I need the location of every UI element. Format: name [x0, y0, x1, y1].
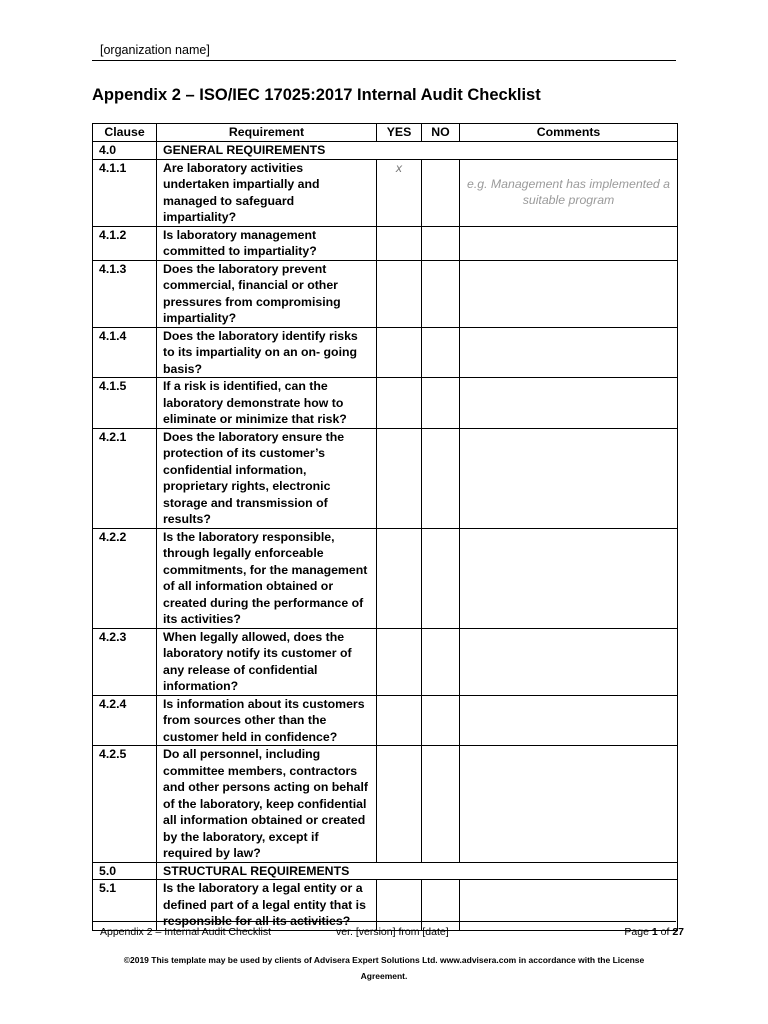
no-cell[interactable] — [422, 327, 460, 378]
column-header-requirement: Requirement — [157, 124, 377, 142]
table-row — [93, 260, 678, 327]
organization-name: [organization name] — [100, 43, 210, 57]
no-cell[interactable] — [422, 226, 460, 260]
column-header-comments: Comments — [460, 124, 678, 142]
clause-number: 4.2.3 — [93, 628, 157, 695]
comment-cell[interactable] — [460, 746, 678, 863]
yes-cell[interactable] — [377, 428, 422, 528]
yes-cell[interactable] — [377, 260, 422, 327]
requirement-text: Is the laboratory responsible, through legally enforceable commitments, for the management of all information obtained or created during the performance of its activities? — [157, 528, 377, 628]
clause-number: 4.2.5 — [93, 746, 157, 863]
table-header-row — [93, 124, 678, 142]
no-cell[interactable] — [422, 528, 460, 628]
page-of: of — [657, 926, 673, 938]
requirement-text: If a risk is identified, can the laboratory demonstrate how to eliminate or minimize that risk? — [157, 378, 377, 429]
clause-number: 4.1.3 — [93, 260, 157, 327]
comment-cell[interactable] — [460, 695, 678, 746]
section-row — [93, 862, 678, 880]
requirement-text: Does the laboratory identify risks to its impartiality on an on- going basis? — [157, 327, 377, 378]
license-notice: ©2019 This template may be used by clients of Advisera Expert Solutions Ltd. www.advisera.com in accordance with the License Agreement. — [123, 955, 645, 981]
requirement-text: Does the laboratory prevent commercial, financial or other pressures from compromising impartiality? — [157, 260, 377, 327]
table-row — [93, 159, 678, 226]
comment-cell[interactable] — [460, 327, 678, 378]
clause-number: 4.1.2 — [93, 226, 157, 260]
table-row — [93, 880, 678, 931]
section-title: STRUCTURAL REQUIREMENTS — [157, 862, 678, 880]
requirement-text: Are laboratory activities undertaken impartially and managed to safeguard impartiality? — [157, 159, 377, 226]
requirement-text: Is laboratory management committed to impartiality? — [157, 226, 377, 260]
requirement-text: Is the laboratory a legal entity or a defined part of a legal entity that is responsible for all its activities? — [157, 880, 377, 931]
yes-cell[interactable] — [377, 880, 422, 931]
header-divider — [92, 60, 676, 61]
clause-number: 4.1.5 — [93, 378, 157, 429]
yes-cell[interactable] — [377, 378, 422, 429]
table-row — [93, 327, 678, 378]
footer-version: ver. [version] from [date] — [336, 926, 449, 938]
yes-cell[interactable] — [377, 695, 422, 746]
comment-cell[interactable] — [460, 378, 678, 429]
clause-number: 4.1.4 — [93, 327, 157, 378]
document-title: Appendix 2 – ISO/IEC 17025:2017 Internal Audit Checklist — [92, 86, 541, 104]
comment-cell[interactable] — [460, 880, 678, 931]
no-cell[interactable] — [422, 260, 460, 327]
clause-number: 5.1 — [93, 880, 157, 931]
requirement-text: Does the laboratory ensure the protection of its customer’s confidential information, proprietary rights, electronic storage and transmission of results? — [157, 428, 377, 528]
column-header-clause: Clause — [93, 124, 157, 142]
no-cell[interactable] — [422, 428, 460, 528]
requirement-text: Do all personnel, including committee members, contractors and other persons acting on behalf of the laboratory, keep confidential all information obtained or created by the laboratory, except if required by law? — [157, 746, 377, 863]
page-prefix: Page — [624, 926, 652, 938]
yes-cell[interactable] — [377, 226, 422, 260]
footer-document-name: Appendix 2 – Internal Audit Checklist — [100, 926, 272, 938]
table-row — [93, 528, 678, 628]
no-cell[interactable] — [422, 378, 460, 429]
table-row — [93, 378, 678, 429]
table-row — [93, 226, 678, 260]
audit-checklist-table — [92, 123, 678, 931]
yes-cell[interactable]: x — [377, 159, 422, 226]
section-row — [93, 142, 678, 160]
requirement-text: When legally allowed, does the laboratory notify its customer of any release of confidential information? — [157, 628, 377, 695]
no-cell[interactable] — [422, 880, 460, 931]
yes-cell[interactable] — [377, 528, 422, 628]
yes-cell[interactable] — [377, 327, 422, 378]
table-row — [93, 428, 678, 528]
section-title: GENERAL REQUIREMENTS — [157, 142, 678, 160]
comment-cell[interactable] — [460, 628, 678, 695]
comment-cell[interactable] — [460, 528, 678, 628]
yes-cell[interactable] — [377, 628, 422, 695]
footer-page-number — [624, 926, 684, 938]
table-row — [93, 628, 678, 695]
column-header-no: NO — [422, 124, 460, 142]
no-cell[interactable] — [422, 746, 460, 863]
clause-number: 4.0 — [93, 142, 157, 160]
comment-cell[interactable] — [460, 260, 678, 327]
comment-cell[interactable] — [460, 428, 678, 528]
footer-divider — [92, 921, 676, 922]
comment-cell[interactable]: e.g. Management has implemented a suitable program — [460, 159, 678, 226]
no-cell[interactable] — [422, 159, 460, 226]
table-row — [93, 746, 678, 863]
clause-number: 5.0 — [93, 862, 157, 880]
page-total: 27 — [672, 926, 684, 938]
page-current: 1 — [651, 926, 658, 938]
no-cell[interactable] — [422, 628, 460, 695]
table-row — [93, 695, 678, 746]
clause-number: 4.2.4 — [93, 695, 157, 746]
clause-number: 4.2.1 — [93, 428, 157, 528]
comment-cell[interactable] — [460, 226, 678, 260]
yes-cell[interactable] — [377, 746, 422, 863]
column-header-yes: YES — [377, 124, 422, 142]
requirement-text: Is information about its customers from sources other than the customer held in confidence? — [157, 695, 377, 746]
clause-number: 4.2.2 — [93, 528, 157, 628]
no-cell[interactable] — [422, 695, 460, 746]
clause-number: 4.1.1 — [93, 159, 157, 226]
